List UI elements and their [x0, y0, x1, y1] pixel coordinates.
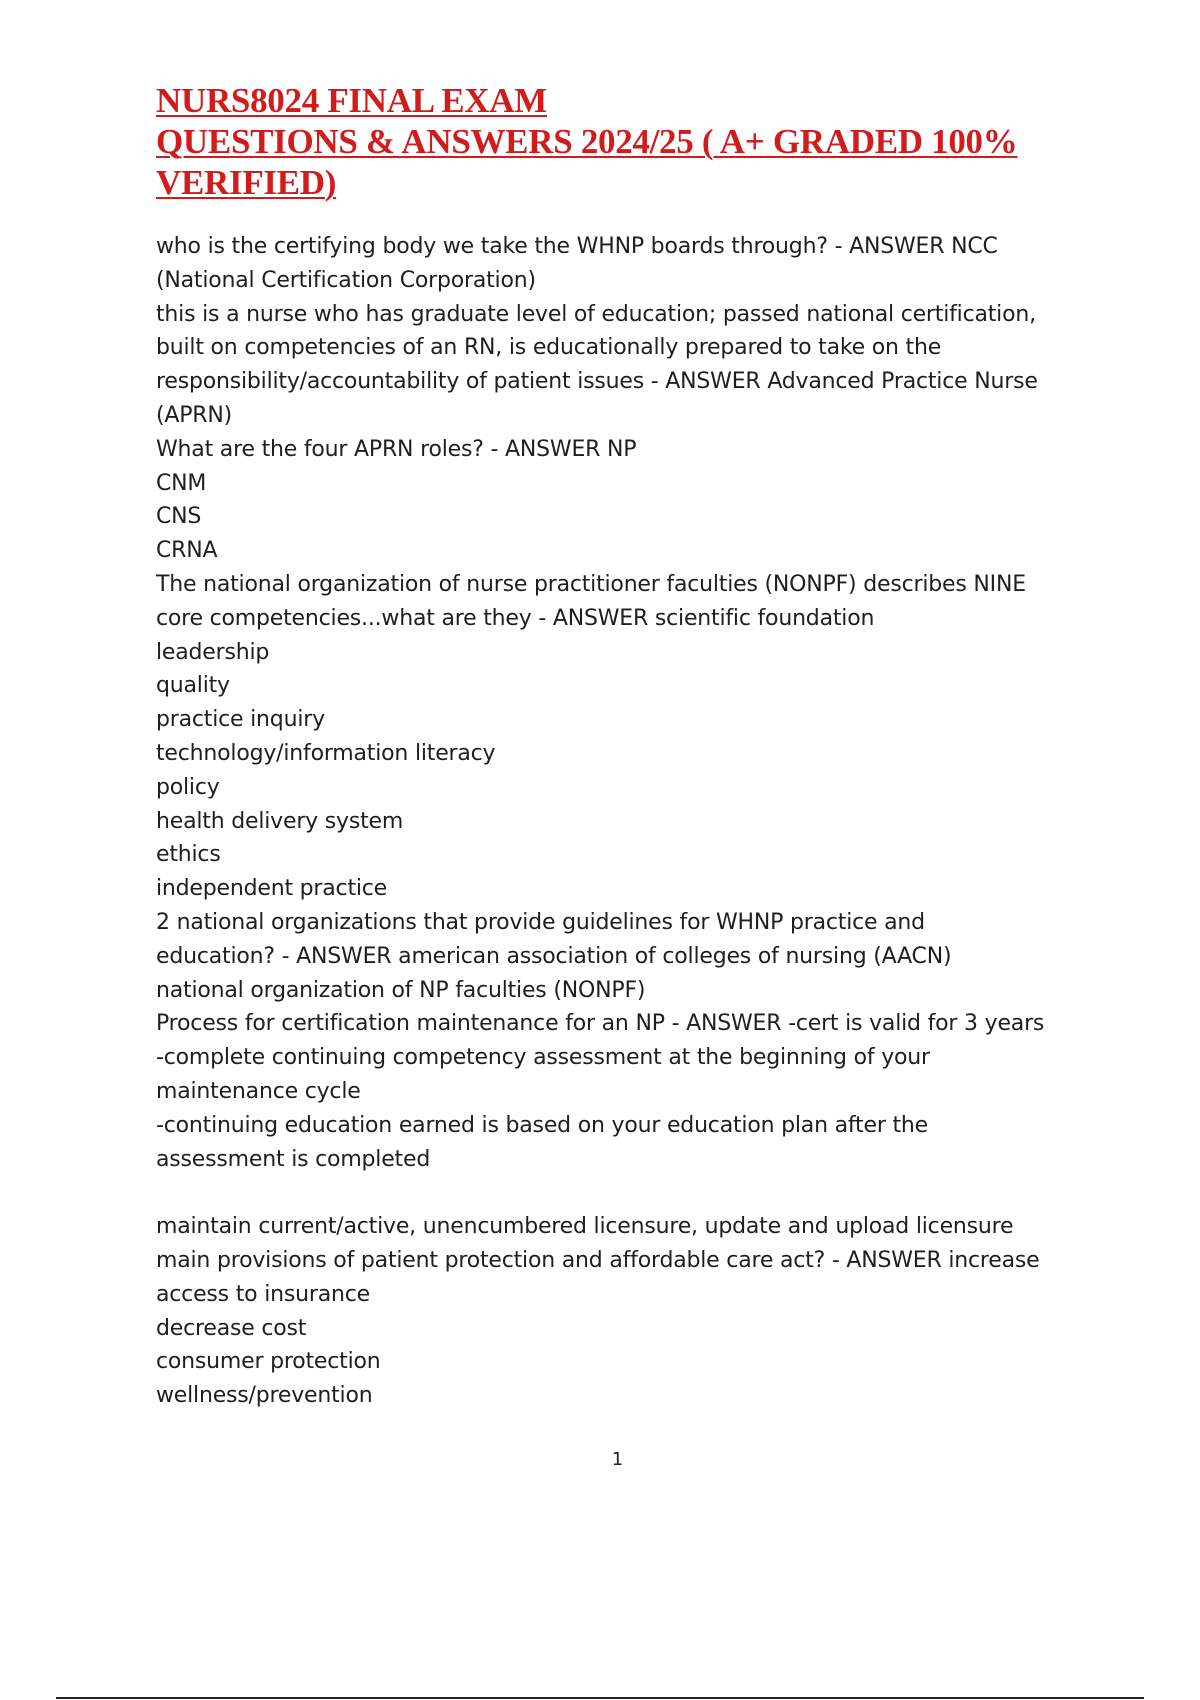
text-line: ethics: [156, 842, 221, 868]
text-line: independent practice: [156, 876, 388, 902]
text-line: The national organization of nurse practitioner faculties (NONPF) describes NINE: [156, 571, 1026, 597]
text-line: responsibility/accountability of patient issues - ANSWER Advanced Practice Nurse: [156, 369, 1038, 395]
text-line: CNS: [156, 504, 202, 530]
text-line: quality: [156, 673, 230, 699]
text-line: leadership: [156, 639, 270, 665]
text-line: technology/information literacy: [156, 740, 496, 766]
text-line: decrease cost: [156, 1315, 307, 1341]
text-line: practice inquiry: [156, 707, 325, 733]
text-line: health delivery system: [156, 808, 404, 834]
text-line: -complete continuing competency assessment at the beginning of your: [156, 1045, 930, 1071]
text-line: maintenance cycle: [156, 1078, 361, 1104]
text-line: 2 national organizations that provide guidelines for WHNP practice and: [156, 909, 925, 935]
text-line: built on competencies of an RN, is educationally prepared to take on the: [156, 335, 942, 361]
text-line: CNM: [156, 470, 207, 496]
text-line: consumer protection: [156, 1349, 381, 1375]
title-line: VERIFIED): [156, 163, 337, 202]
paragraph-gap: [156, 1176, 1086, 1210]
title-line: QUESTIONS & ANSWERS 2024/25 ( A+ GRADED 100%: [156, 122, 1018, 161]
document-title: [156, 80, 1056, 203]
text-line: (APRN): [156, 402, 233, 428]
text-line: main provisions of patient protection and affordable care act? - ANSWER increase: [156, 1247, 1040, 1273]
text-line: Process for certification maintenance for an NP - ANSWER -cert is valid for 3 years: [156, 1011, 1045, 1037]
page-number: 1: [611, 1449, 624, 1470]
text-line: education? - ANSWER american association of colleges of nursing (AACN): [156, 943, 952, 969]
text-line: CRNA: [156, 538, 218, 564]
text-line: What are the four APRN roles? - ANSWER NP: [156, 436, 637, 462]
text-line: (National Certification Corporation): [156, 267, 536, 293]
text-line: maintain current/active, unencumbered licensure, update and upload licensure: [156, 1214, 1014, 1240]
text-line: national organization of NP faculties (NONPF): [156, 977, 646, 1003]
text-line: policy: [156, 774, 220, 800]
text-line: access to insurance: [156, 1281, 370, 1307]
qa-body-text: [156, 230, 1086, 1413]
text-line: this is a nurse who has graduate level of education; passed national certification,: [156, 301, 1036, 327]
title-line: NURS8024 FINAL EXAM: [156, 81, 547, 120]
text-line: core competencies...what are they - ANSWER scientific foundation: [156, 605, 875, 631]
text-line: -continuing education earned is based on your education plan after the: [156, 1112, 928, 1138]
text-line: who is the certifying body we take the WHNP boards through? - ANSWER NCC: [156, 234, 998, 259]
page-bottom-divider: [56, 1697, 1144, 1699]
text-line: assessment is completed: [156, 1146, 431, 1172]
text-line: wellness/prevention: [156, 1383, 373, 1409]
